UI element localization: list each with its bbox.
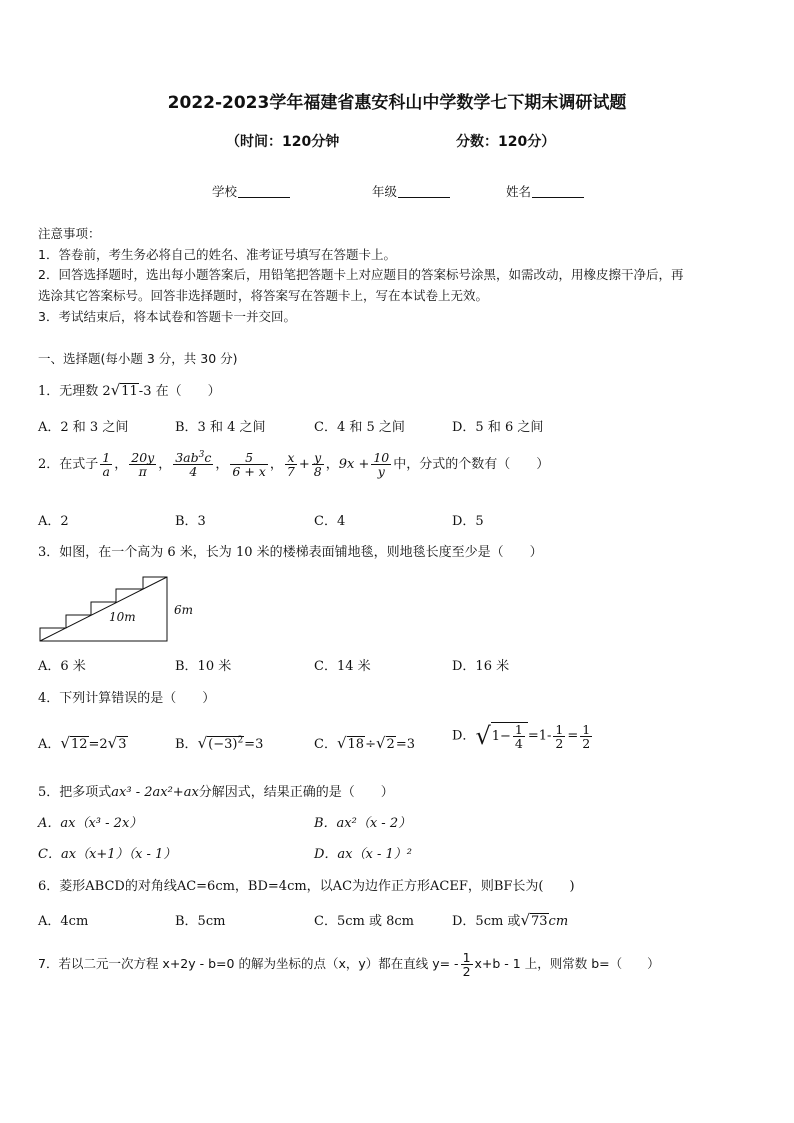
question-1	[38, 380, 221, 399]
sqrt-icon: √	[110, 381, 121, 399]
q1-option-c: C．4 和 5 之间	[314, 420, 405, 435]
question-7: 7．若以二元一次方程 x+2y - b=0 的解为坐标的点（x，y）都在直线 y= - $\frac{1}{2}$ x+b - 1 上，则常数 b=（ ）	[38, 950, 660, 980]
q2-fraction: $\frac{5}{6 + x}$	[232, 450, 266, 480]
q1-option-a: A．2 和 3 之间	[38, 420, 129, 435]
sqrt-icon: √	[107, 734, 118, 752]
question-2: 2．在式子 $\frac{1}{a}$ ， $\frac{20y}{\pi}$ ， $\frac{3ab^3c}{4}$ ， $\frac{5}{6 + x}$ ， $\frac{x}{7}$ + $\frac{y}{8}$ ，9x + $\frac{10}{y}$ 中，分式的个数有（ ）	[38, 450, 550, 480]
exam-title: 2022-2023学年福建省惠安科山中学数学七下期末调研试题	[167, 93, 627, 113]
q1-option-b: B．3 和 4 之间	[175, 420, 266, 435]
sqrt-icon: √	[520, 911, 530, 929]
notice-item: 1．答卷前，考生务必将自己的姓名、准考证号填写在答题卡上。	[38, 247, 396, 262]
q2-fraction: $\frac{20y}{\pi}$	[131, 450, 155, 480]
sqrt-icon: √	[336, 734, 347, 752]
staircase-hypotenuse	[40, 577, 167, 641]
name-label: 姓名	[506, 184, 532, 199]
notice-item: 选涂其它答案标号。回答非选择题时，将答案写在答题卡上，写在本试卷上无效。	[38, 288, 489, 303]
question-6: 6．菱形ABCD的对角线AC=6cm，BD=4cm，以AC为边作正方形ACEF，则BF长为( )	[38, 879, 575, 894]
q6-option-c: C．5cm 或 8cm	[314, 914, 414, 929]
sqrt-icon: √	[60, 734, 70, 752]
q3-option-c: C．14 米	[314, 659, 371, 674]
q5-option-a: A．ax（x³ - 2x）	[38, 816, 143, 831]
q5-polynomial: ax³ - 2ax²+ax	[111, 785, 199, 800]
q1-option-d: D．5 和 6 之间	[452, 420, 544, 435]
score-info: 分数：120分）	[456, 134, 556, 150]
name-field	[506, 182, 584, 200]
question-3: 3．如图，在一个高为 6 米，长为 10 米的楼梯表面铺地毯，则地毯长度至少是（ ）	[38, 545, 543, 560]
q6-option-d: D．5cm 或√73cm	[452, 911, 569, 929]
height-label: 6m	[174, 603, 194, 617]
school-field	[212, 182, 290, 200]
q2-option-a: A．2	[38, 514, 69, 529]
q2-prefix: 2．在式子	[38, 457, 99, 473]
q2-fraction: $\frac{x}{7}$	[286, 450, 295, 480]
sqrt-icon: √	[475, 722, 491, 751]
q2-option-b: B．3	[175, 514, 206, 529]
notice-item: 3．考试结束后，将本试卷和答题卡一并交回。	[38, 309, 296, 324]
q1-radicand: 11	[121, 384, 138, 399]
sqrt-icon: √	[375, 734, 386, 752]
q1-prefix: 1．无理数 2	[38, 384, 111, 399]
q6-option-a: A．4cm	[38, 914, 89, 929]
notice-item: 2．回答选择题时，选出每小题答案后，用铅笔把答题卡上对应题目的答案标号涂黑，如需改动，用橡皮擦干净后，再	[38, 267, 684, 282]
grade-blank[interactable]	[398, 184, 450, 198]
school-label: 学校	[212, 184, 238, 199]
question-4: 4．下列计算错误的是（ ）	[38, 691, 216, 706]
notice-heading: 注意事项：	[38, 226, 101, 241]
q1-suffix: -3 在（ ）	[138, 384, 221, 399]
grade-label: 年级	[372, 184, 398, 199]
sqrt-icon: √	[197, 734, 208, 752]
section-heading: 一、选择题(每小题 3 分，共 30 分)	[38, 351, 238, 366]
q4-option-d: D．√1− $\frac{1}{4}$ =1- $\frac{1}{2}$ = $\frac{1}{2}$	[452, 721, 591, 752]
q2-fraction: $\frac{3ab^3c}{4}$	[175, 450, 212, 480]
time-info: （时间：120分钟	[226, 134, 340, 150]
name-blank[interactable]	[532, 184, 584, 198]
q5-option-c: C．ax（x+1）（x - 1）	[38, 847, 177, 862]
q2-option-c: C．4	[314, 514, 346, 529]
q2-suffix: 中，分式的个数有（ ）	[393, 457, 550, 473]
q2-option-d: D．5	[452, 514, 484, 529]
q4-option-b: B．$√(-3)^2=3$	[175, 734, 264, 752]
staircase-figure	[36, 570, 206, 646]
q6-option-b: B．5cm	[175, 914, 226, 929]
hypotenuse-label: 10m	[109, 610, 136, 624]
q5-option-d: D．ax（x - 1）²	[314, 847, 412, 862]
school-blank[interactable]	[238, 184, 290, 198]
q2-fraction: $\frac{1}{a}$	[102, 450, 111, 480]
q3-option-b: B．10 米	[175, 659, 232, 674]
q4-option-a: A．√12=2√3	[38, 734, 127, 752]
q5-option-b: B．ax²（x - 2）	[314, 816, 412, 831]
q3-option-a: A．6 米	[38, 659, 86, 674]
q7-fraction: $\frac{1}{2}$	[462, 950, 471, 980]
q4-option-c: C．√18÷√2=3	[314, 734, 415, 752]
grade-field	[372, 182, 450, 200]
question-5: 5．把多项式ax³ - 2ax²+ax分解因式，结果正确的是（ ）	[38, 785, 394, 800]
q2-fraction: $\frac{y}{8}$	[313, 450, 322, 480]
q3-option-d: D．16 米	[452, 659, 510, 674]
q2-fraction: $\frac{10}{y}$	[373, 450, 390, 480]
